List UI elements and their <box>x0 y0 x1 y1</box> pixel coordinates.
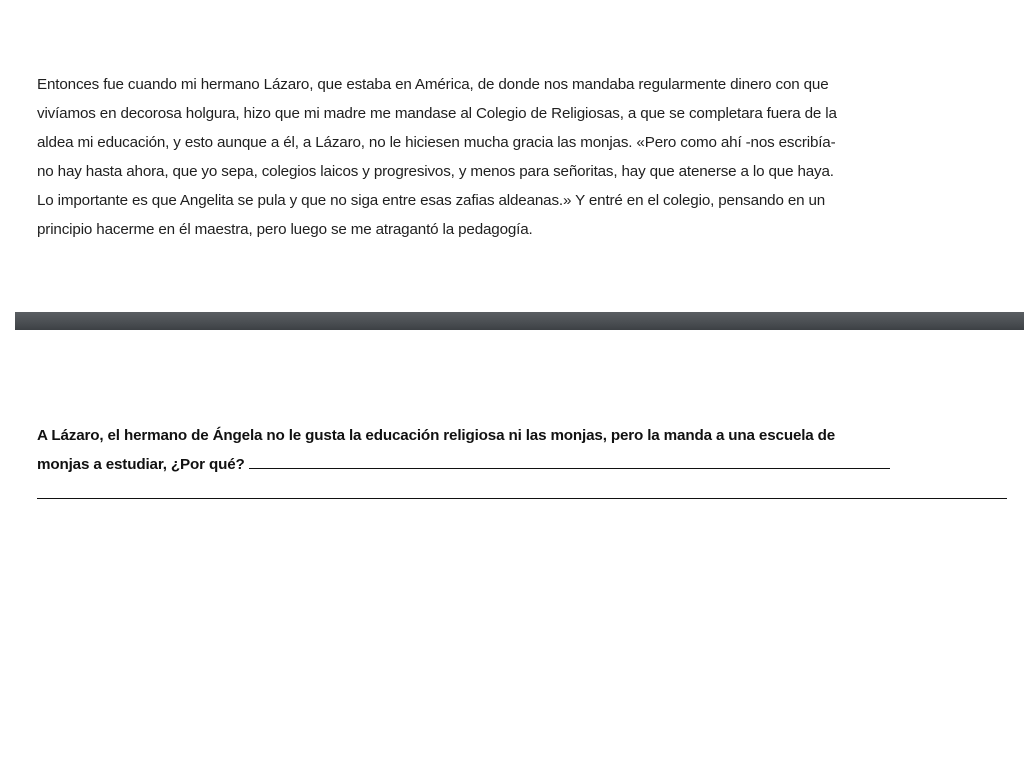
passage-line: Entonces fue cuando mi hermano Lázaro, que estaba en América, de donde nos mandaba regularmente dinero con que <box>37 76 829 93</box>
question-text-line-1: A Lázaro, el hermano de Ángela no le gusta la educación religiosa ni las monjas, pero la manda a una escuela de <box>37 427 836 444</box>
passage-line: Lo importante es que Angelita se pula y que no siga entre esas zafias aldeanas.» Y entré en el colegio, pensando en un <box>37 192 826 209</box>
question-text-line-2 <box>37 450 1012 479</box>
passage-line: aldea mi educación, y esto aunque a él, a Lázaro, no le hiciesen mucha gracia las monjas. «Pero como ahí -nos escribía- <box>37 134 836 151</box>
passage-line: principio hacerme en él maestra, pero luego se me atragantó la pedagogía. <box>37 221 533 238</box>
answer-blank-inline[interactable] <box>249 454 890 469</box>
reading-passage <box>37 70 1007 244</box>
question-prompt: monjas a estudiar, ¿Por qué? <box>37 456 245 473</box>
passage-line: vivíamos en decorosa holgura, hizo que mi madre me mandase al Colegio de Religiosas, a que se completara fuera de la <box>37 105 837 122</box>
section-divider-bar <box>15 312 1024 330</box>
passage-line: no hay hasta ahora, que yo sepa, colegios laicos y progresivos, y menos para señoritas, hay que atenerse a lo que haya. <box>37 163 834 180</box>
answer-blank-line[interactable] <box>37 498 1007 499</box>
question-block <box>37 421 1012 479</box>
